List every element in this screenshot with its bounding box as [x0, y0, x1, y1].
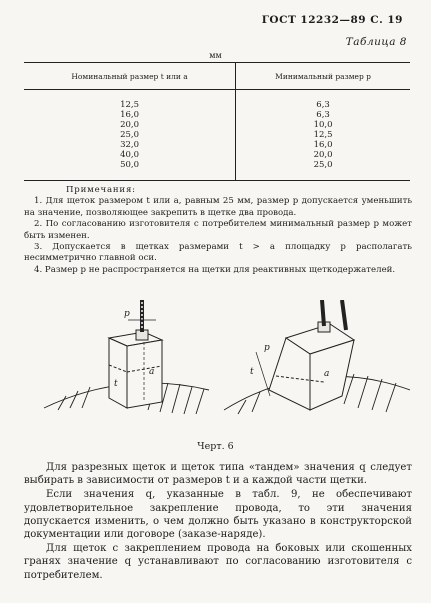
table-unit: мм — [209, 51, 222, 60]
col1-values — [24, 90, 236, 181]
table-body-row — [24, 90, 410, 181]
table-cell: 10,0 — [313, 120, 333, 130]
brush-left — [109, 300, 162, 408]
table-header-row — [24, 63, 410, 90]
note-item: 2. По согласованию изготовителя с потребителем минимальный размер p может быть изменен. — [24, 219, 412, 241]
label-a-right: a — [324, 369, 330, 379]
label-p-right: p — [264, 343, 270, 353]
table-cell: 16,0 — [120, 110, 140, 120]
table-cell: 25,0 — [120, 130, 140, 140]
col1-header: Номинальный размер t или a — [24, 63, 236, 90]
brush-drawing — [24, 300, 410, 420]
col2-values — [236, 90, 410, 181]
table-cell: 50,0 — [120, 160, 140, 170]
label-t-left: t — [114, 379, 118, 389]
table-cell: 12,5 — [313, 130, 333, 140]
figure-caption: Черт. 6 — [197, 441, 234, 452]
brush-right — [269, 300, 354, 410]
note-item: 4. Размер p не распространяется на щетки для реактивных щеткодержателей. — [34, 264, 396, 275]
table-cell: 25,0 — [313, 160, 333, 170]
table-cell: 16,0 — [313, 140, 333, 150]
col2-header: Минимальный размер p — [236, 63, 410, 90]
page-header: ГОСТ 12232—89 С. 19 — [261, 14, 403, 26]
label-a-left: a — [149, 367, 155, 377]
body-text — [24, 461, 412, 583]
table-cell: 32,0 — [120, 140, 140, 150]
notes-title: Примечания: — [66, 185, 136, 195]
table-cell: 6,3 — [316, 110, 330, 120]
table-caption: Таблица 8 — [345, 36, 407, 48]
notes-block — [24, 185, 412, 276]
paragraph: Для щеток с закреплением провода на боковых или скошенных гранях значение q устанавливают по согласованию изготовителя с потребителем. — [24, 543, 412, 581]
dimensions-table — [24, 62, 410, 181]
label-t-right: t — [250, 367, 254, 377]
table-cell: 20,0 — [120, 120, 140, 130]
table-cell: 20,0 — [313, 150, 333, 160]
paragraph: Для разрезных щеток и щеток типа «тандем» значения q следует выбирать в зависимости от размеров t и a каждой части щетки. — [24, 462, 412, 487]
table-cell: 40,0 — [120, 150, 140, 160]
table-cell: 6,3 — [316, 100, 330, 110]
paragraph: Если значения q, указанные в табл. 9, не обеспечивают удовлетворительное закрепление провода, то эти значения допускается изменить, о чем должно быть указано в конструкторской документации или договоре (заказе-наряде). — [24, 489, 412, 541]
table-cell: 12,5 — [120, 100, 140, 110]
label-p-left: p — [124, 309, 130, 319]
note-item: 1. Для щеток размером t или a, равным 25 мм, размер p допускается уменьшить на значение, позволяющее закрепить в щетке два провода. — [24, 196, 412, 218]
note-item: 3. Допускается в щетках размерами t > a площадку p располагать несимметрично главной оси. — [24, 242, 412, 264]
